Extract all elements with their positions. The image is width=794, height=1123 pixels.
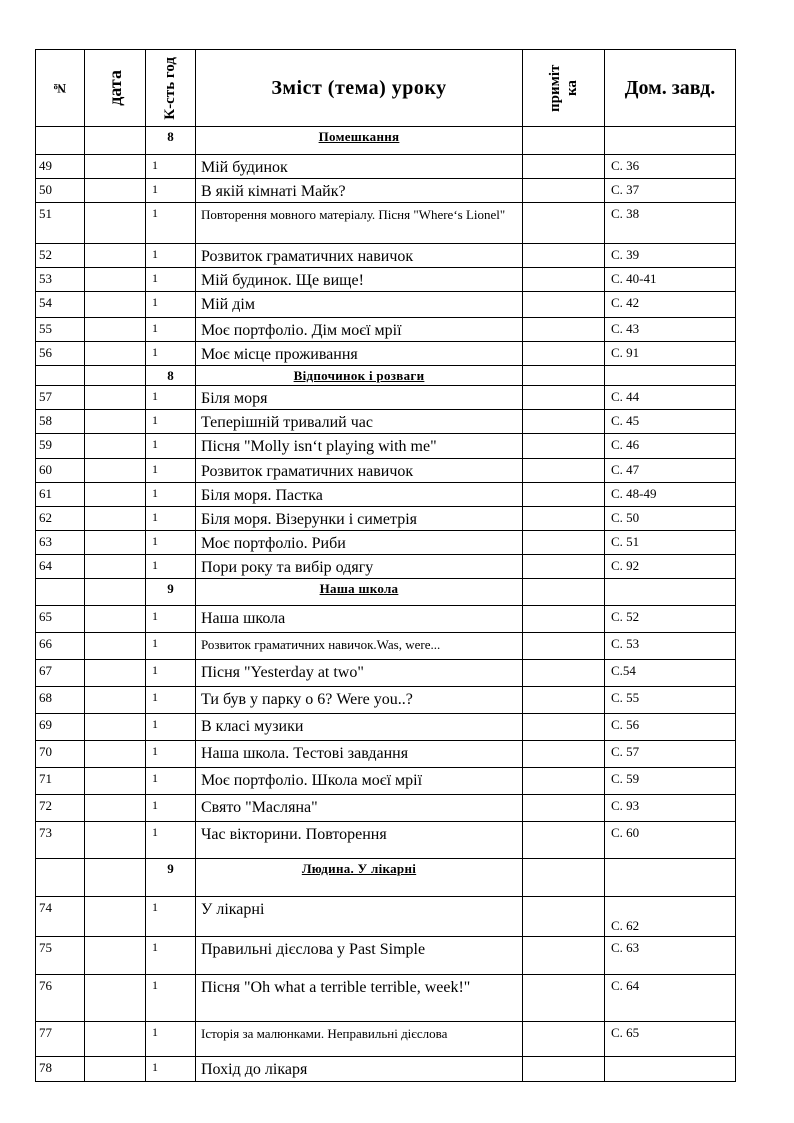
row-count: 1 (146, 1022, 196, 1057)
section-row (36, 579, 736, 606)
row-homework: С. 46 (605, 434, 736, 459)
lesson-plan-table (35, 49, 736, 1082)
row-count: 1 (146, 459, 196, 483)
row-topic: Біля моря. Пастка (196, 483, 523, 507)
row-num: 52 (36, 244, 85, 268)
table-row (36, 660, 736, 687)
table-row (36, 434, 736, 459)
row-count: 1 (146, 244, 196, 268)
table-row (36, 203, 736, 244)
row-num: 63 (36, 531, 85, 555)
header-notes: приміт ка (523, 50, 605, 127)
row-topic: Моє портфоліо. Дім моєї мрії (196, 318, 523, 342)
row-num: 70 (36, 741, 85, 768)
row-homework (605, 1057, 736, 1082)
row-homework: С. 53 (605, 633, 736, 660)
section-row (36, 366, 736, 386)
row-topic: Теперішній тривалий час (196, 410, 523, 434)
table-row (36, 318, 736, 342)
row-topic: В класі музики (196, 714, 523, 741)
row-num: 72 (36, 795, 85, 822)
row-num: 49 (36, 155, 85, 179)
table-row (36, 342, 736, 366)
row-homework: С. 91 (605, 342, 736, 366)
row-homework: С. 51 (605, 531, 736, 555)
header-count: К-сть год (146, 50, 196, 127)
table-row (36, 555, 736, 579)
row-num: 71 (36, 768, 85, 795)
table-row (36, 507, 736, 531)
row-homework: С. 64 (605, 975, 736, 1022)
row-homework: С. 55 (605, 687, 736, 714)
header-row (36, 50, 736, 127)
table-row (36, 714, 736, 741)
row-count: 1 (146, 507, 196, 531)
header-date: дата (85, 50, 146, 127)
row-count: 1 (146, 179, 196, 203)
row-count: 1 (146, 292, 196, 318)
row-num: 73 (36, 822, 85, 859)
row-topic: Пори року та вибір одягу (196, 555, 523, 579)
row-homework: С. 50 (605, 507, 736, 531)
row-num: 65 (36, 606, 85, 633)
row-num: 60 (36, 459, 85, 483)
row-topic: Наша школа (196, 606, 523, 633)
row-num: 61 (36, 483, 85, 507)
row-count: 1 (146, 555, 196, 579)
row-homework: С.54 (605, 660, 736, 687)
row-num: 75 (36, 937, 85, 975)
table-row (36, 268, 736, 292)
row-num: 56 (36, 342, 85, 366)
row-count: 1 (146, 606, 196, 633)
row-homework: С. 39 (605, 244, 736, 268)
table-row (36, 795, 736, 822)
row-topic: Час вікторини. Повторення (196, 822, 523, 859)
section-count: 9 (146, 859, 196, 897)
table-row (36, 897, 736, 937)
section-count: 8 (146, 366, 196, 386)
row-homework: С. 57 (605, 741, 736, 768)
row-homework: С. 36 (605, 155, 736, 179)
row-topic: Наша школа. Тестові завдання (196, 741, 523, 768)
section-row (36, 127, 736, 155)
row-topic: Мій будинок (196, 155, 523, 179)
row-topic: Пісня "Yesterday at two" (196, 660, 523, 687)
section-title: Людина. У лікарні (196, 859, 523, 897)
row-num: 54 (36, 292, 85, 318)
row-count: 1 (146, 342, 196, 366)
row-homework: С. 45 (605, 410, 736, 434)
row-topic: Повторення мовного матеріалу. Пісня "Where‘s Lionel" (196, 203, 523, 244)
row-topic: Пісня "Molly isn‘t playing with me" (196, 434, 523, 459)
row-topic: Розвиток граматичних навичок.Was, were... (196, 633, 523, 660)
header-num: № (36, 50, 85, 127)
table-row (36, 244, 736, 268)
row-count: 1 (146, 897, 196, 937)
table-row (36, 1022, 736, 1057)
row-num: 55 (36, 318, 85, 342)
section-row (36, 859, 736, 897)
row-topic: Моє портфоліо. Школа моєї мрії (196, 768, 523, 795)
table-row (36, 459, 736, 483)
row-count: 1 (146, 318, 196, 342)
row-topic: Біля моря. Візерунки і симетрія (196, 507, 523, 531)
row-homework: С. 48-49 (605, 483, 736, 507)
table-row (36, 741, 736, 768)
section-count: 9 (146, 579, 196, 606)
row-topic: Моє портфоліо. Риби (196, 531, 523, 555)
row-num: 67 (36, 660, 85, 687)
table-row (36, 822, 736, 859)
row-homework: С. 52 (605, 606, 736, 633)
table-row (36, 687, 736, 714)
row-topic: В якій кімнаті Майк? (196, 179, 523, 203)
row-homework: С. 47 (605, 459, 736, 483)
row-num: 76 (36, 975, 85, 1022)
row-count: 1 (146, 155, 196, 179)
header-homework: Дом. завд. (605, 50, 736, 127)
row-topic: Ти був у парку о 6? Were you..? (196, 687, 523, 714)
row-count: 1 (146, 1057, 196, 1082)
row-num: 74 (36, 897, 85, 937)
row-homework: С. 63 (605, 937, 736, 975)
row-count: 1 (146, 687, 196, 714)
row-count: 1 (146, 633, 196, 660)
table-row (36, 531, 736, 555)
section-title: Помешкання (196, 127, 523, 155)
header-topic: Зміст (тема) уроку (196, 50, 523, 127)
row-num: 58 (36, 410, 85, 434)
row-topic: Свято "Масляна" (196, 795, 523, 822)
row-topic: Похід до лікаря (196, 1057, 523, 1082)
row-count: 1 (146, 975, 196, 1022)
row-count: 1 (146, 434, 196, 459)
row-homework: С. 93 (605, 795, 736, 822)
row-num: 50 (36, 179, 85, 203)
row-topic: Мій дім (196, 292, 523, 318)
table-row (36, 155, 736, 179)
table-row (36, 1057, 736, 1082)
row-homework: С. 60 (605, 822, 736, 859)
row-homework: С. 40-41 (605, 268, 736, 292)
table-row (36, 937, 736, 975)
row-topic: Біля моря (196, 386, 523, 410)
table-row (36, 483, 736, 507)
row-count: 1 (146, 741, 196, 768)
table-row (36, 410, 736, 434)
row-count: 1 (146, 386, 196, 410)
row-homework: С. 92 (605, 555, 736, 579)
row-homework: С. 38 (605, 203, 736, 244)
row-homework: С. 65 (605, 1022, 736, 1057)
row-topic: Історія за малюнками. Неправильні дієслова (196, 1022, 523, 1057)
row-num: 59 (36, 434, 85, 459)
row-num: 66 (36, 633, 85, 660)
row-homework: С. 43 (605, 318, 736, 342)
row-num: 68 (36, 687, 85, 714)
row-count: 1 (146, 410, 196, 434)
row-topic: Правильні дієслова у Past Simple (196, 937, 523, 975)
row-count: 1 (146, 937, 196, 975)
row-count: 1 (146, 203, 196, 244)
section-title: Відпочинок і розваги (196, 366, 523, 386)
section-title: Наша школа (196, 579, 523, 606)
row-count: 1 (146, 822, 196, 859)
row-count: 1 (146, 660, 196, 687)
row-num: 78 (36, 1057, 85, 1082)
row-homework: С. 56 (605, 714, 736, 741)
row-homework: С. 62 (605, 897, 736, 937)
row-homework: С. 59 (605, 768, 736, 795)
row-num: 77 (36, 1022, 85, 1057)
row-topic: Моє місце проживання (196, 342, 523, 366)
row-num: 57 (36, 386, 85, 410)
row-num: 53 (36, 268, 85, 292)
row-homework: С. 44 (605, 386, 736, 410)
row-num: 69 (36, 714, 85, 741)
row-count: 1 (146, 268, 196, 292)
row-num: 64 (36, 555, 85, 579)
section-count: 8 (146, 127, 196, 155)
row-homework: С. 37 (605, 179, 736, 203)
table-row (36, 768, 736, 795)
row-topic: Розвиток граматичних навичок (196, 244, 523, 268)
table-row (36, 386, 736, 410)
row-count: 1 (146, 768, 196, 795)
table-row (36, 975, 736, 1022)
table-row (36, 179, 736, 203)
row-topic: Розвиток граматичних навичок (196, 459, 523, 483)
table-row (36, 606, 736, 633)
row-num: 51 (36, 203, 85, 244)
row-topic: Мій будинок. Ще вище! (196, 268, 523, 292)
table-row (36, 292, 736, 318)
row-num: 62 (36, 507, 85, 531)
row-topic: У лікарні (196, 897, 523, 937)
row-count: 1 (146, 531, 196, 555)
row-homework: С. 42 (605, 292, 736, 318)
row-count: 1 (146, 795, 196, 822)
table-row (36, 633, 736, 660)
row-topic: Пісня "Oh what a terrible terrible, week!" (196, 975, 523, 1022)
row-count: 1 (146, 714, 196, 741)
row-count: 1 (146, 483, 196, 507)
